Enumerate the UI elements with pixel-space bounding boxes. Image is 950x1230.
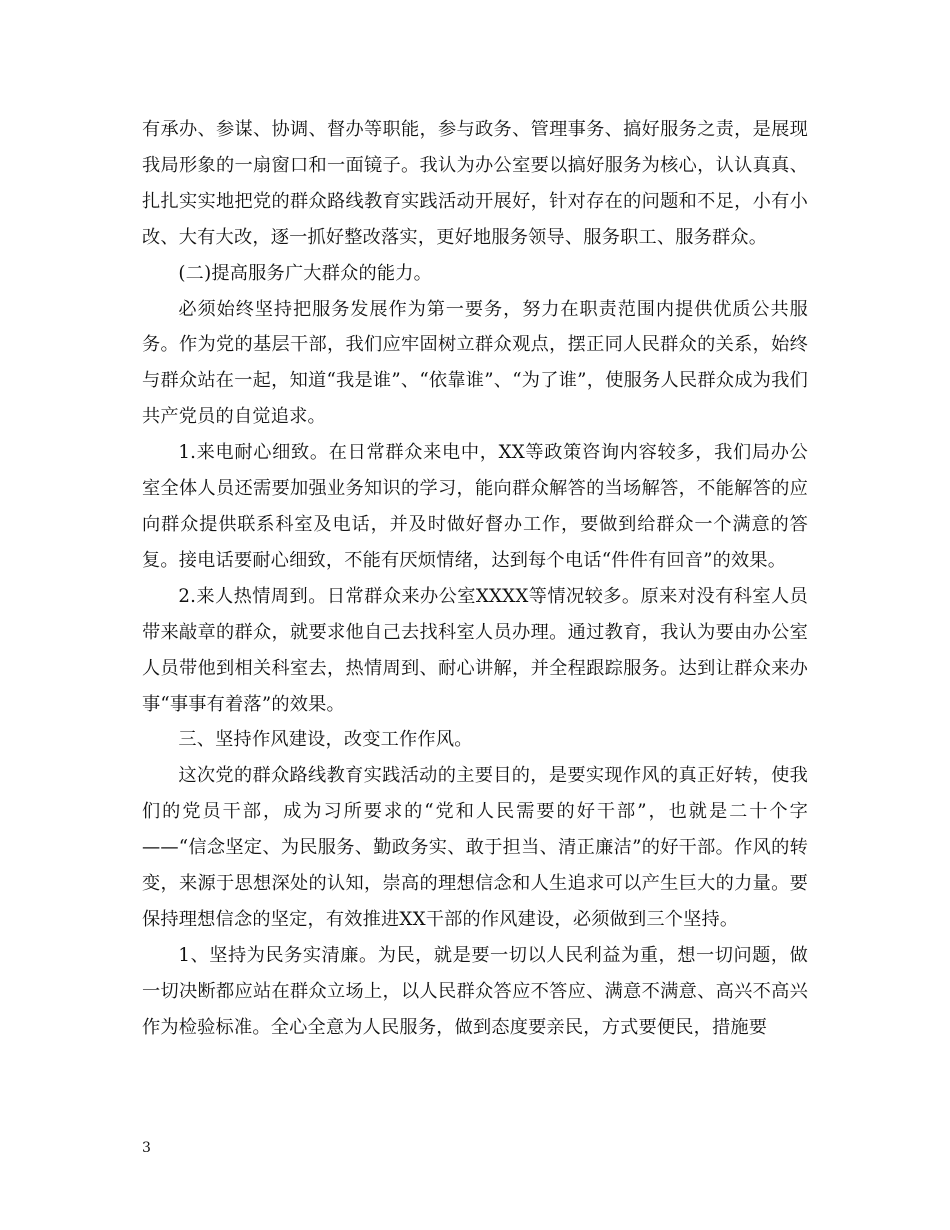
paragraph-serve-people: 1、坚持为民务实清廉。为民，就是要一切以人民利益为重，想一切问题，做一切决断都应站在群众立场上，以人民群众答应不答应、满意不满意、高兴不高兴作为检验标准。全心全意为人民服务，做到态度要亲民，方式要便民，措施要 <box>142 944 808 1038</box>
paragraph-service-development: 必须始终坚持把服务发展作为第一要务，努力在职责范围内提供优质公共服务。作为党的基层干部，我们应牢固树立群众观点，摆正同人民群众的关系，始终与群众站在一起，知道“我是谁”、“依靠谁”、“为了谁”，使服务人民群众成为我们共产党员的自觉追求。 <box>142 298 808 428</box>
document-body <box>142 112 808 1046</box>
paragraph-visitors: 2.来人热情周到。日常群众来办公室XXXX等情况较多。原来对没有科室人员带来敲章的群众，就要求他自己去找科室人员办理。通过教育，我认为要由办公室人员带他到相关科室去，热情周到、耐心讲解，并全程跟踪服务。达到让群众来办事“事事有着落”的效果。 <box>142 585 808 715</box>
paragraph-work-style: 这次党的群众路线教育实践活动的主要目的，是要实现作风的真正好转，使我们的党员干部，成为习所要求的“党和人民需要的好干部”，也就是二十个字——“信念坚定、为民服务、勤政务实、敢于担当、清正廉洁”的好干部。作风的转变，来源于思想深处的认知，崇高的理想信念和人生追求可以产生巨大的力量。要保持理想信念的坚定，有效推进XX干部的作风建设，必须做到三个坚持。 <box>142 765 808 930</box>
paragraph-continuation: 有承办、参谋、协调、督办等职能，参与政务、管理事务、搞好服务之责，是展现我局形象的一扇窗口和一面镜子。我认为办公室要以搞好服务为核心，认认真真、扎扎实实地把党的群众路线教育实践活动开展好，针对存在的问题和不足，小有小改、大有大改，逐一抓好整改落实，更好地服务领导、服务职工、服务群众。 <box>142 119 808 248</box>
paragraph-phone-calls: 1.来电耐心细致。在日常群众来电中，XX等政策咨询内容较多，我们局办公室全体人员还需要加强业务知识的学习，能向群众解答的当场解答，不能解答的应向群众提供联系科室及电话，并及时做好督办工作，要做到给群众一个满意的答复。接电话要耐心细致，不能有厌烦情绪，达到每个电话“件件有回音”的效果。 <box>142 442 808 571</box>
section-heading-improve-service: (二)提高服务广大群众的能力。 <box>178 262 433 284</box>
page-number: 3 <box>142 1140 151 1156</box>
section-heading-work-style: 三、坚持作风建设，改变工作作风。 <box>178 729 473 751</box>
